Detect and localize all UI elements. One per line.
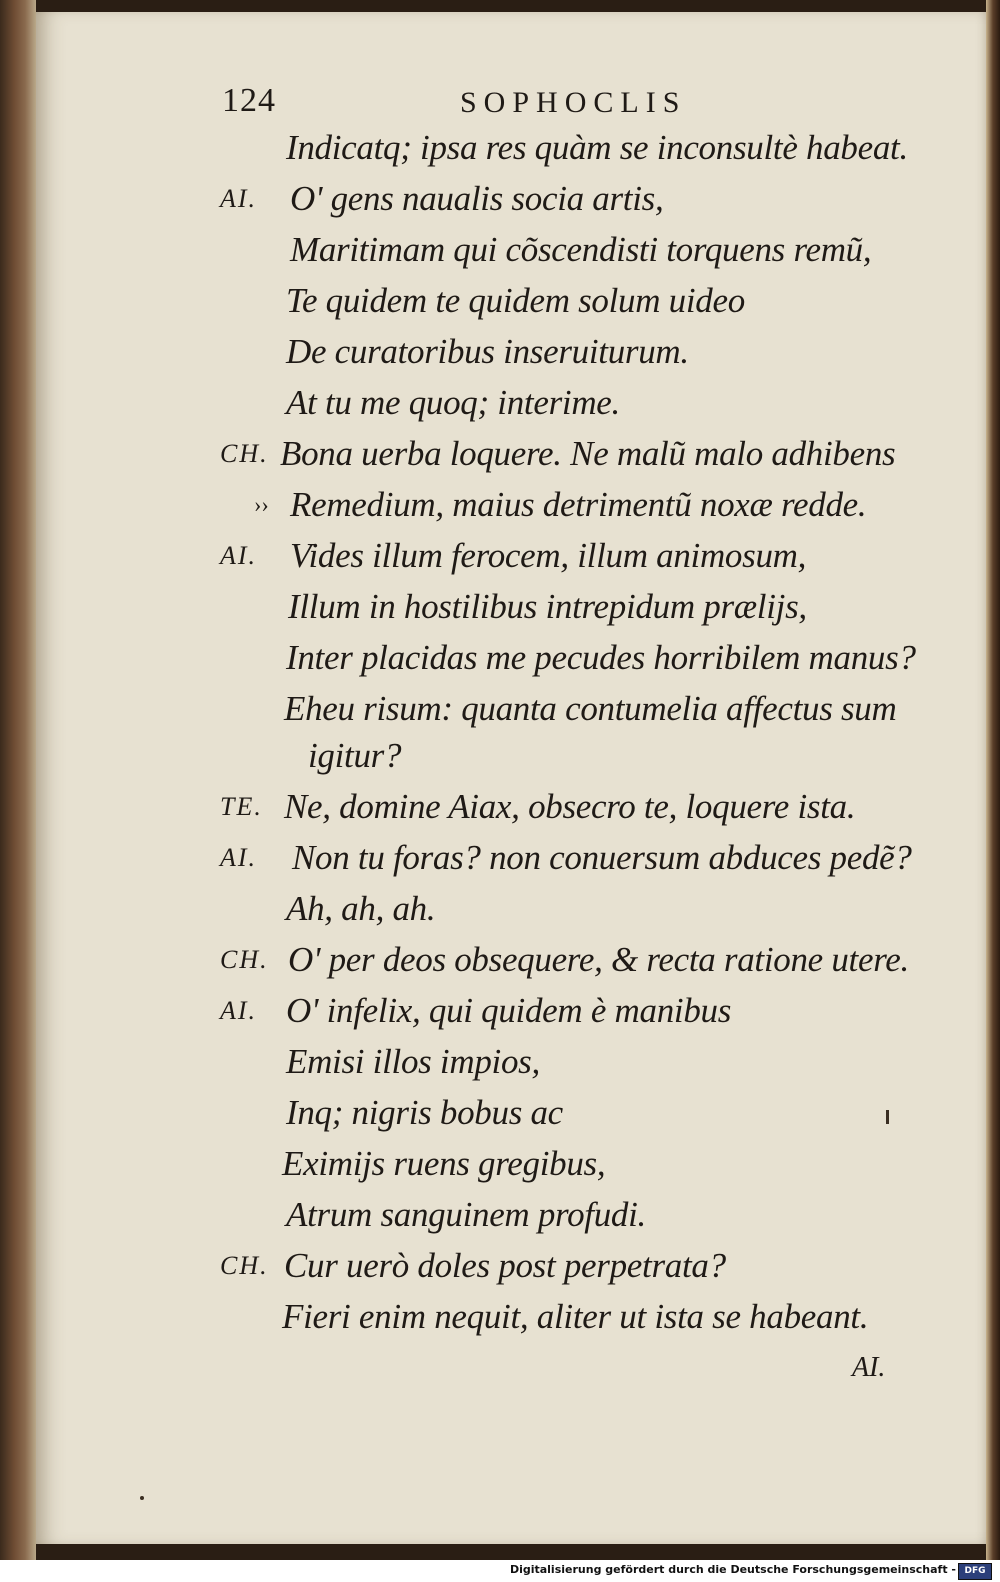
verse-line: Ah, ah, ah. bbox=[286, 889, 436, 928]
verse-line: igitur? bbox=[308, 736, 402, 775]
verse-line: Remedium, maius detrimentũ noxæ redde. bbox=[290, 485, 867, 524]
verse-line: Inter placidas me pecudes horribilem manus? bbox=[286, 638, 916, 677]
ink-speck bbox=[886, 1110, 889, 1124]
verse-line: Illum in hostilibus intrepidum prælijs, bbox=[288, 587, 807, 626]
speaker-label: AI. bbox=[220, 843, 258, 872]
verse-line: At tu me quoq; interime. bbox=[286, 383, 620, 422]
book-binding-edge-left bbox=[0, 0, 36, 1560]
verse-line: De curatoribus inseruiturum. bbox=[286, 332, 689, 371]
verse-line: Inq; nigris bobus ac bbox=[286, 1093, 563, 1132]
speaker-label: CH. bbox=[220, 945, 269, 974]
dfg-logo-icon: DFG bbox=[958, 1563, 992, 1580]
verse-line: Ne, domine Aiax, obsecro te, loquere ista. bbox=[284, 787, 856, 826]
verse-line: Te quidem te quidem solum uideo bbox=[286, 281, 745, 320]
speaker-label: CH. bbox=[220, 1251, 269, 1280]
verse-line: Atrum sanguinem profudi. bbox=[286, 1195, 646, 1234]
speaker-label: TE. bbox=[220, 792, 263, 821]
quotation-mark: ›› bbox=[254, 492, 269, 517]
speaker-label: AI. bbox=[220, 996, 258, 1025]
verse-line: O' per deos obsequere, & recta ratione utere. bbox=[288, 940, 909, 979]
book-binding-edge-right bbox=[986, 0, 1000, 1560]
speaker-label: AI. bbox=[220, 541, 258, 570]
verse-line: Indicatq; ipsa res quàm se inconsultè habeat. bbox=[286, 128, 908, 167]
text-body bbox=[36, 12, 986, 1544]
verse-line: Eximijs ruens gregibus, bbox=[282, 1144, 606, 1183]
speaker-label: AI. bbox=[220, 184, 258, 213]
verse-line: Non tu foras? non conuersum abduces pedẽ? bbox=[292, 838, 912, 877]
verse-line: O' infelix, qui quidem è manibus bbox=[286, 991, 732, 1030]
verse-line: Vides illum ferocem, illum animosum, bbox=[290, 536, 807, 575]
book-page bbox=[36, 12, 986, 1544]
catchword: AI. bbox=[852, 1352, 886, 1383]
verse-line: Cur uerò doles post perpetrata? bbox=[284, 1246, 726, 1285]
ink-speck bbox=[140, 1496, 144, 1500]
page-number: 124 bbox=[222, 82, 276, 119]
verse-line: Maritimam qui cõscendisti torquens remũ, bbox=[290, 230, 872, 269]
footer-credit: Digitalisierung gefördert durch die Deutsche Forschungsgemeinschaft - bbox=[509, 1563, 956, 1576]
verse-line: Fieri enim nequit, aliter ut ista se habeant. bbox=[282, 1297, 869, 1336]
verse-line: Emisi illos impios, bbox=[286, 1042, 540, 1081]
verse-line: Eheu risum: quanta contumelia affectus sum bbox=[284, 689, 897, 728]
verse-line: Bona uerba loquere. Ne malũ malo adhibens bbox=[280, 434, 896, 473]
running-title: SOPHOCLIS bbox=[460, 86, 687, 119]
verse-line: O' gens naualis socia artis, bbox=[290, 179, 664, 218]
speaker-label: CH. bbox=[220, 439, 269, 468]
digitization-footer bbox=[0, 1560, 1000, 1582]
